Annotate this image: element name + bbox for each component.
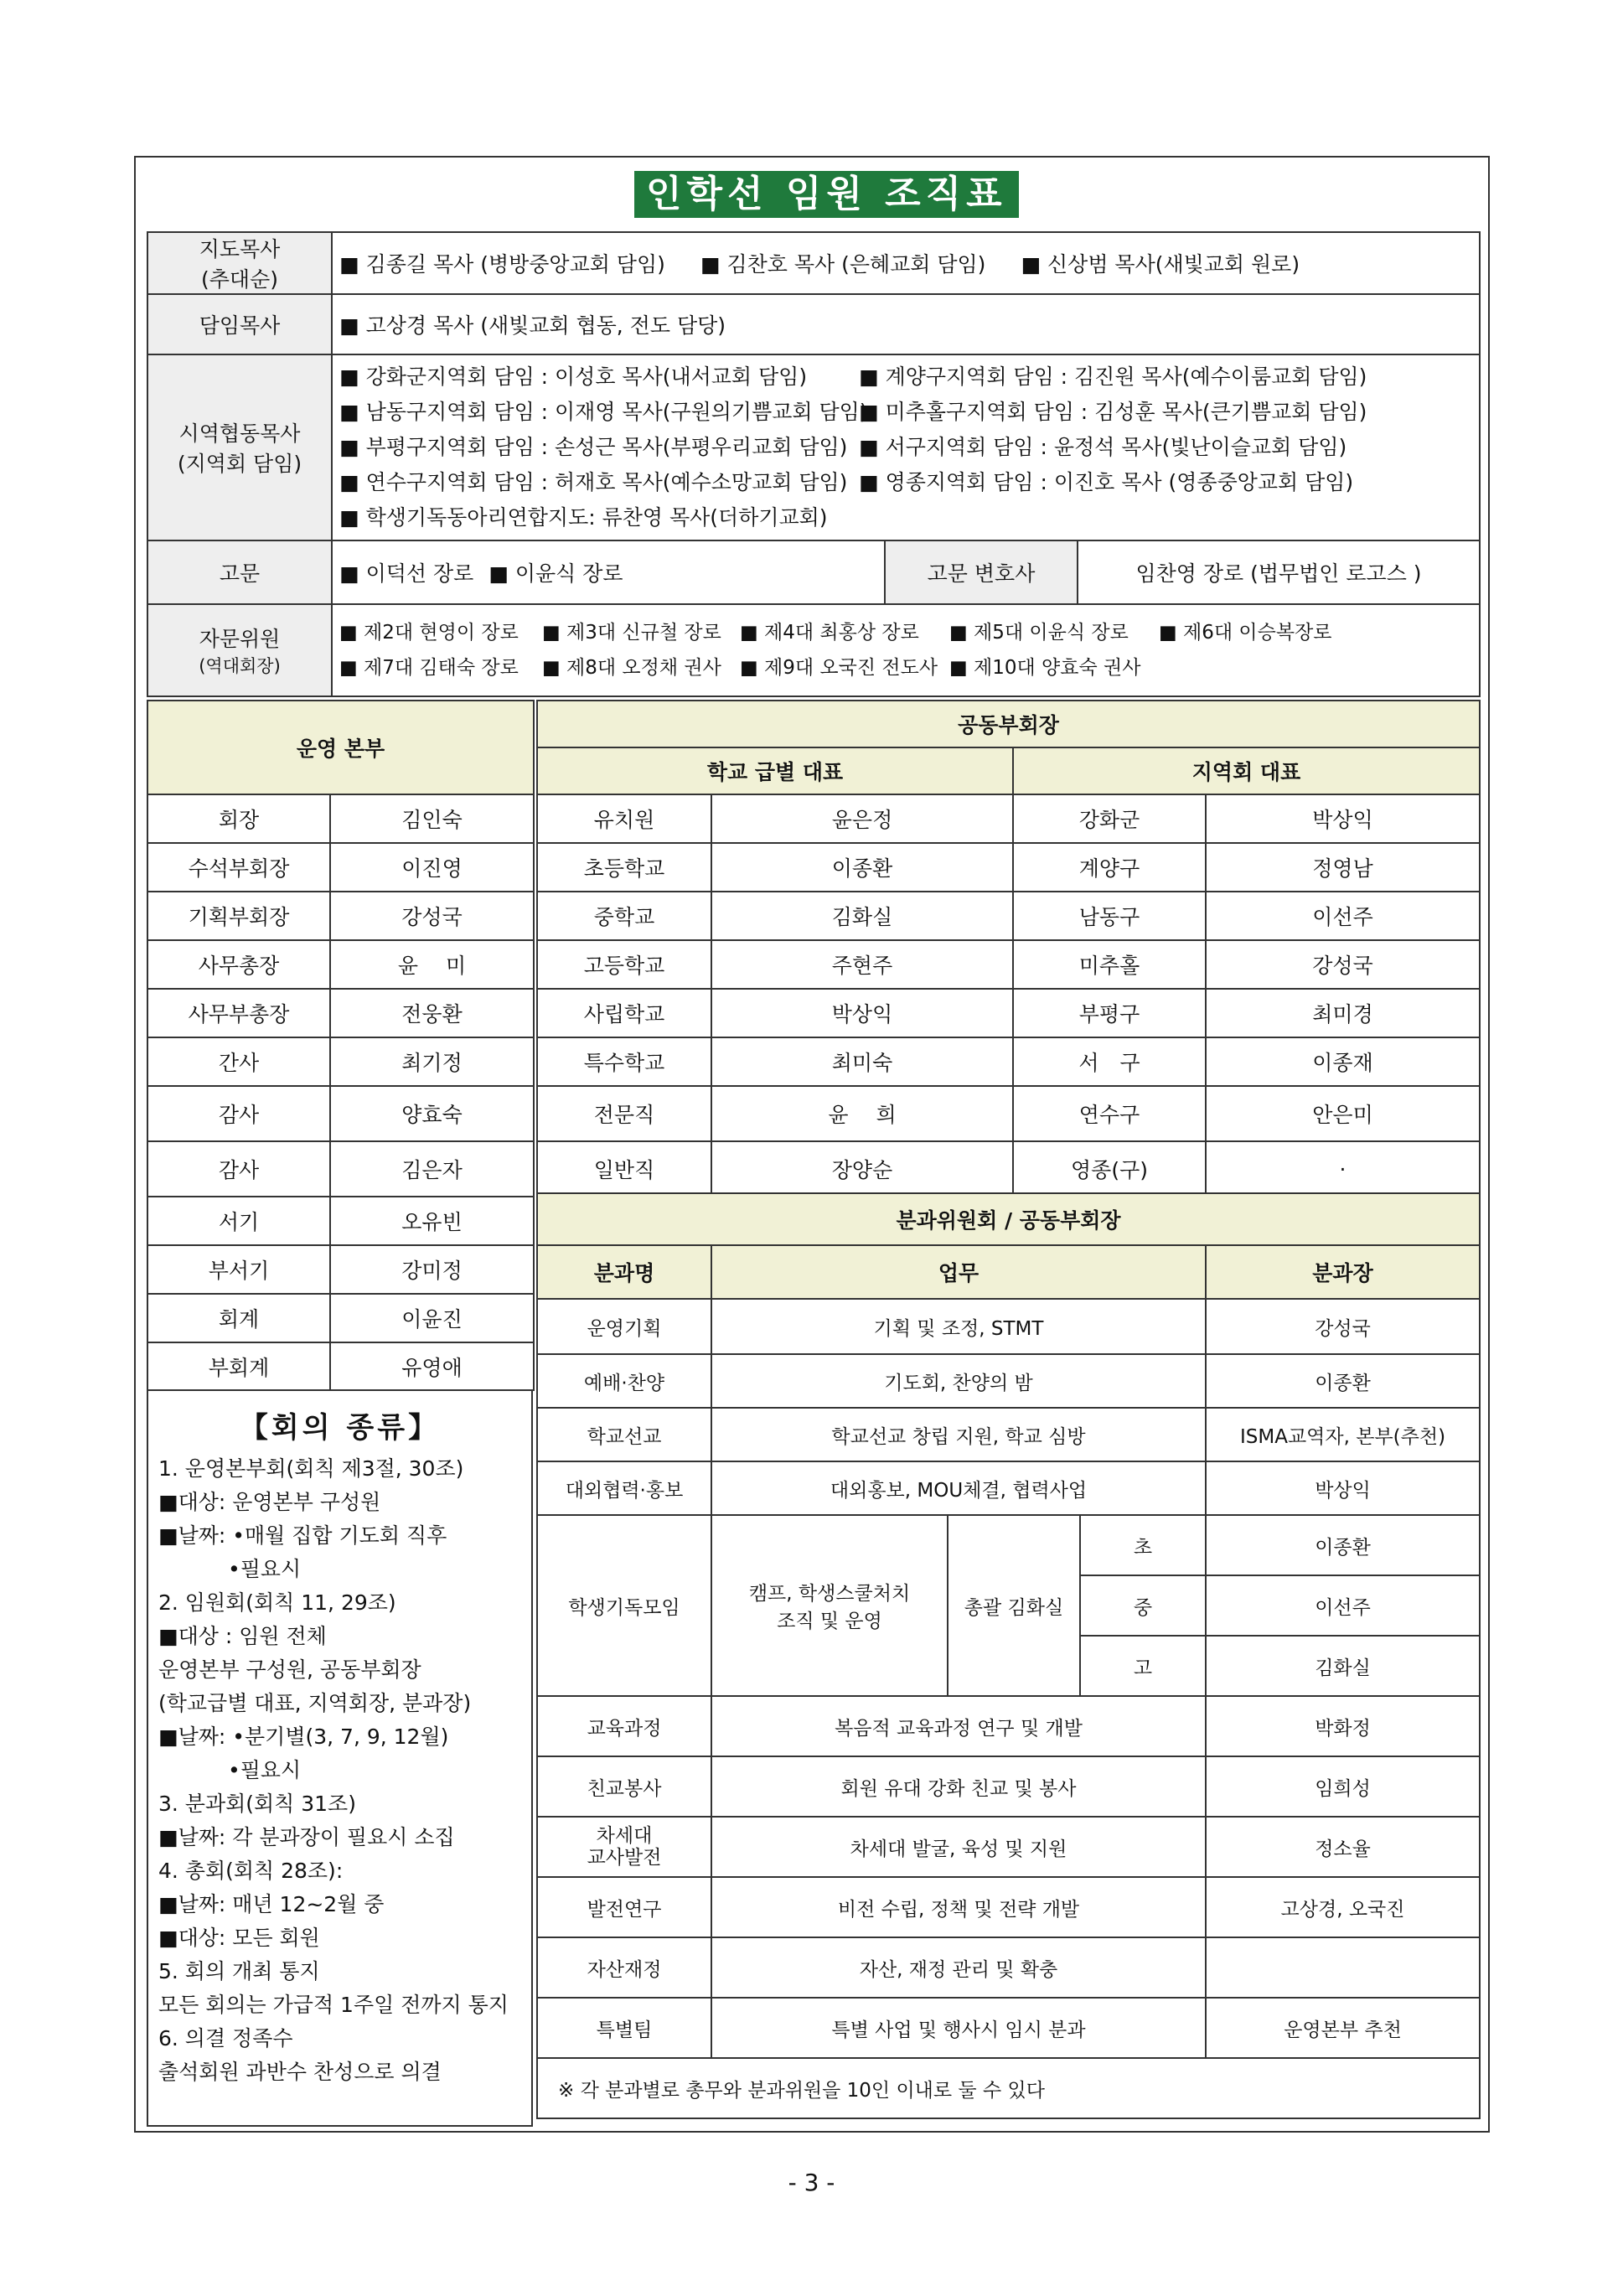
table-row (537, 1696, 1480, 1756)
adviser-label-line2: (추대순) (201, 267, 278, 292)
committee-head: 이선주 (1206, 1575, 1480, 1636)
meeting-line: ■날짜: •분기별(3, 7, 9, 12월) (158, 1725, 449, 1749)
person: 강미정 (330, 1245, 534, 1294)
committee-task: 비전 수립, 정책 및 전략 개발 (711, 1877, 1206, 1937)
adviser-item: ■ 김종길 목사 (병방중앙교회 담임) (339, 252, 665, 277)
meeting-line: ■대상: 운영본부 구성원 (158, 1490, 381, 1514)
lawyer-value: 임찬영 장로 (법무법인 로고스 ) (1078, 540, 1480, 604)
region-name: 영종(구) (1013, 1141, 1206, 1197)
committee-head: 박상익 (1206, 1461, 1480, 1515)
committee-name (537, 1696, 711, 1756)
committee-table (536, 1192, 1481, 2119)
committee-head: 이종환 (1206, 1515, 1480, 1575)
person: 김인숙 (330, 794, 534, 843)
committee-name-line2: 교사발전 (587, 1847, 662, 1869)
region-name: 계양구 (1013, 843, 1206, 892)
meeting-line: 5. 회의 개최 통지 (158, 1959, 320, 1983)
school-level: 전문직 (537, 1086, 711, 1141)
meeting-line: 3. 분과회(회칙 31조) (158, 1792, 356, 1816)
person: 이진영 (330, 843, 534, 892)
meeting-line: 2. 임원회(회칙 11, 29조) (158, 1590, 396, 1615)
person: 최기정 (330, 1037, 534, 1086)
consult-item: ■ 제3대 신규철 장로 (542, 622, 721, 644)
role: 회장 (147, 794, 330, 843)
committee-name (537, 1937, 711, 1998)
school-rep: 이종환 (711, 843, 1013, 892)
consult-items (332, 604, 1480, 696)
regional-item: ■ 영종지역회 담임 : 이진호 목사 (영종중앙교회 담임) (859, 470, 1354, 494)
table-row (147, 940, 534, 989)
school-rep: 김화실 (711, 892, 1013, 940)
col-name-header: 분과명 (537, 1245, 711, 1299)
consult-item: ■ 제7대 김태숙 장로 (339, 657, 519, 679)
committee-name (537, 1817, 711, 1877)
table-row (147, 1086, 534, 1141)
role: 사무총장 (147, 940, 330, 989)
region-rep: 정영남 (1206, 843, 1480, 892)
pastor-item: ■ 고상경 목사 (새빛교회 협동, 전도 담당) (339, 313, 726, 338)
person: 오유빈 (330, 1197, 534, 1245)
region-rep: 강성국 (1206, 940, 1480, 989)
table-row (147, 1294, 534, 1342)
committee-task: 학교선교 창립 지원, 학교 심방 (711, 1408, 1206, 1461)
table-row (537, 1877, 1480, 1937)
committee-task: 자산, 재정 관리 및 확충 (711, 1937, 1206, 1998)
operations-table (147, 700, 535, 1391)
consult-label-line2: (역대회장) (199, 656, 281, 676)
person: 양효숙 (330, 1086, 534, 1141)
regional-item: ■ 계양구지역회 담임 : 김진원 목사(예수이룸교회 담임) (859, 365, 1367, 389)
committee-head: 박화정 (1206, 1696, 1480, 1756)
col-task-header: 업무 (711, 1245, 1206, 1299)
region-rep: · (1206, 1141, 1480, 1197)
person: 유영애 (330, 1342, 534, 1390)
committee-head: 운영본부 추천 (1206, 1998, 1480, 2058)
school-level: 유치원 (537, 794, 711, 843)
table-row (537, 1515, 1480, 1575)
person: 강성국 (330, 892, 534, 940)
table-row (537, 892, 1480, 940)
student-chief: 총괄 김화실 (948, 1515, 1080, 1696)
person: 전웅환 (330, 989, 534, 1037)
region-header: 지역회 대표 (1013, 747, 1480, 794)
consult-label-line1: 자문위원 (199, 627, 281, 651)
school-rep: 최미숙 (711, 1037, 1013, 1086)
school-level: 사립학교 (537, 989, 711, 1037)
meeting-line: ■대상 : 임원 전체 (158, 1624, 327, 1648)
committee-name: 운영기획 (537, 1299, 711, 1354)
region-name: 남동구 (1013, 892, 1206, 940)
meeting-line: ■대상: 모든 회원 (158, 1926, 320, 1950)
student-task-line1: 캠프, 학생스쿨처치 (748, 1583, 911, 1605)
committee-name: 예배·찬양 (537, 1354, 711, 1408)
meeting-line: •필요시 (158, 1557, 302, 1581)
school-level: 초등학교 (537, 843, 711, 892)
table-row (147, 1197, 534, 1245)
committee-name (537, 1998, 711, 2058)
regional-label-line1: 시역협동목사 (178, 421, 301, 446)
committee-head: 임희성 (1206, 1756, 1480, 1817)
regional-label-line2: (지역회 담임) (177, 452, 302, 476)
consult-item: ■ 제4대 최홍상 장로 (740, 622, 919, 644)
person: 이윤진 (330, 1294, 534, 1342)
table-row (537, 1998, 1480, 2058)
committee-head: ISMA교역자, 본부(추천) (1206, 1408, 1480, 1461)
co-vice-table (536, 700, 1481, 1197)
region-rep: 박상익 (1206, 794, 1480, 843)
regional-item: ■ 학생기독동아리연합지도: 류찬영 목사(더하기교회) (339, 505, 828, 530)
table-row (147, 1342, 534, 1390)
meeting-line: ■날짜: 매년 12~2월 중 (158, 1892, 385, 1916)
role: 부서기 (147, 1245, 330, 1294)
regional-item: ■ 연수구지역회 담임 : 허재호 목사(예수소망교회 담임) (339, 470, 848, 494)
meeting-line: 출석회원 과반수 찬성으로 의결 (158, 2060, 442, 2084)
role: 회계 (147, 1294, 330, 1342)
committee-task: 복음적 교육과정 연구 및 개발 (711, 1696, 1206, 1756)
role: 간사 (147, 1037, 330, 1086)
student-level: 중 (1080, 1575, 1206, 1636)
consult-item: ■ 제9대 오국진 전도사 (740, 657, 938, 679)
consult-label (147, 604, 332, 696)
role: 서기 (147, 1197, 330, 1245)
meeting-line: 6. 의결 정족수 (158, 2026, 293, 2050)
adviser-label-line1: 지도목사 (199, 237, 281, 261)
operations-header: 운영 본부 (147, 701, 534, 794)
adviser-items (332, 232, 1480, 294)
student-level: 초 (1080, 1515, 1206, 1575)
committee-name-line1: 특별팀 (596, 2019, 653, 2041)
region-name: 연수구 (1013, 1086, 1206, 1141)
page-number: - 3 - (788, 2169, 835, 2196)
committee-task: 특별 사업 및 행사시 임시 분과 (711, 1998, 1206, 2058)
committee-head: 강성국 (1206, 1299, 1480, 1354)
committee-name: 학교선교 (537, 1408, 711, 1461)
meeting-types-box (147, 1389, 533, 2127)
student-task-line2: 조직 및 운영 (777, 1611, 882, 1632)
leadership-table (147, 231, 1481, 697)
adviser-label (147, 232, 332, 294)
meeting-line: (학교급별 대표, 지역회장, 분과장) (158, 1691, 472, 1715)
meeting-line: 모든 회의는 가급적 1주일 전까지 통지 (158, 1993, 509, 2017)
role: 수석부회장 (147, 843, 330, 892)
committee-name: 대외협력·홍보 (537, 1461, 711, 1515)
regional-item: ■ 남동구지역회 담임 : 이재영 목사(구원의기쁨교회 담임) (339, 400, 868, 424)
committee-task: 기도회, 찬양의 밤 (711, 1354, 1206, 1408)
lawyer-label: 고문 변호사 (885, 540, 1078, 604)
meeting-line: 1. 운영본부회(회칙 제3절, 30조) (158, 1456, 464, 1481)
school-level: 고등학교 (537, 940, 711, 989)
committee-task: 회원 유대 강화 친교 및 봉사 (711, 1756, 1206, 1817)
role: 부회계 (147, 1342, 330, 1390)
table-row (537, 989, 1480, 1037)
table-row (537, 843, 1480, 892)
regional-items (332, 354, 1480, 540)
consult-item: ■ 제6대 이승복장로 (1159, 622, 1332, 644)
table-row (147, 989, 534, 1037)
table-row (537, 1086, 1480, 1141)
committee-task (711, 1515, 948, 1696)
committee-head: 정소율 (1206, 1817, 1480, 1877)
col-head-header: 분과장 (1206, 1245, 1480, 1299)
school-level: 특수학교 (537, 1037, 711, 1086)
committee-name-line1: 발전연구 (587, 1898, 662, 1921)
committee-name: 학생기독모임 (537, 1515, 711, 1696)
region-rep: 이종재 (1206, 1037, 1480, 1086)
table-row (537, 1937, 1480, 1998)
table-row (537, 940, 1480, 989)
consult-item: ■ 제10대 양효숙 권사 (949, 657, 1141, 679)
school-header: 학교 급별 대표 (537, 747, 1013, 794)
regional-item: ■ 강화군지역회 담임 : 이성호 목사(내서교회 담임) (339, 365, 808, 389)
school-rep: 윤은정 (711, 794, 1013, 843)
table-row (537, 1817, 1480, 1877)
adviser-item: ■ 김찬호 목사 (은혜교회 담임) (700, 252, 986, 277)
school-rep: 박상익 (711, 989, 1013, 1037)
table-row (537, 1354, 1480, 1408)
school-rep: 장양순 (711, 1141, 1013, 1197)
region-name: 미추홀 (1013, 940, 1206, 989)
region-name: 서 구 (1013, 1037, 1206, 1086)
table-row (537, 1037, 1480, 1086)
committee-name-line1: 자산재정 (587, 1958, 662, 1981)
meeting-line: ■날짜: 각 분과장이 필요시 소집 (158, 1825, 455, 1849)
table-row (147, 794, 534, 843)
committee-name (537, 1877, 711, 1937)
committee-task: 기획 및 조정, STMT (711, 1299, 1206, 1354)
committee-name (537, 1756, 711, 1817)
meeting-line: ■날짜: •매월 집합 기도회 직후 (158, 1523, 447, 1548)
table-row (537, 1408, 1480, 1461)
school-rep: 주현주 (711, 940, 1013, 989)
meeting-line: •필요시 (158, 1758, 302, 1782)
pastor-label: 담임목사 (147, 294, 332, 354)
table-row (537, 1461, 1480, 1515)
advisor-item: ■ 이덕선 장로 (339, 561, 474, 586)
committee-name-line1: 차세대 (596, 1825, 653, 1847)
advisor-label: 고문 (147, 540, 332, 604)
committee-task: 대외홍보, MOU체결, 협력사업 (711, 1461, 1206, 1515)
person: 윤 미 (330, 940, 534, 989)
school-level: 일반직 (537, 1141, 711, 1197)
committee-task: 차세대 발굴, 육성 및 지원 (711, 1817, 1206, 1877)
table-row (147, 1141, 534, 1197)
table-row (537, 1141, 1480, 1197)
region-rep: 최미경 (1206, 989, 1480, 1037)
advisor-items (332, 540, 885, 604)
region-rep: 안은미 (1206, 1086, 1480, 1141)
table-row (147, 1245, 534, 1294)
committee-head: 이종환 (1206, 1354, 1480, 1408)
advisor-item: ■ 이윤식 장로 (488, 561, 623, 586)
table-row (147, 1037, 534, 1086)
committee-head: 고상경, 오국진 (1206, 1877, 1480, 1937)
table-row (147, 843, 534, 892)
regional-item: ■ 서구지역회 담임 : 윤정석 목사(빛난이슬교회 담임) (859, 435, 1347, 459)
person: 김은자 (330, 1141, 534, 1197)
regional-label (147, 354, 332, 540)
table-row (147, 892, 534, 940)
school-rep: 윤 희 (711, 1086, 1013, 1141)
table-row (537, 1299, 1480, 1354)
meeting-line: 4. 총회(회칙 28조): (158, 1859, 344, 1883)
school-level: 중학교 (537, 892, 711, 940)
pastor-items (332, 294, 1480, 354)
student-level: 고 (1080, 1636, 1206, 1696)
meeting-types-title: 【회의 종류】 (239, 1411, 441, 1445)
committee-head: 김화실 (1206, 1636, 1480, 1696)
regional-item: ■ 부평구지역회 담임 : 손성근 목사(부평우리교회 담임) (339, 435, 848, 459)
role: 기획부회장 (147, 892, 330, 940)
consult-item: ■ 제8대 오정채 권사 (542, 657, 721, 679)
consult-item: ■ 제5대 이윤식 장로 (949, 622, 1129, 644)
meeting-line: 운영본부 구성원, 공동부회장 (158, 1657, 421, 1682)
table-row (537, 794, 1480, 843)
regional-item: ■ 미추홀구지역회 담임 : 김성훈 목사(큰기쁨교회 담임) (859, 400, 1367, 424)
region-name: 부평구 (1013, 989, 1206, 1037)
committee-note: ※ 각 분과별로 총무와 분과위원을 10인 이내로 둘 수 있다 (537, 2058, 1480, 2118)
role: 사무부총장 (147, 989, 330, 1037)
co-vice-header: 공동부회장 (537, 701, 1480, 747)
role: 감사 (147, 1086, 330, 1141)
adviser-item: ■ 신상범 목사(새빛교회 원로) (1021, 252, 1300, 277)
region-rep: 이선주 (1206, 892, 1480, 940)
role: 감사 (147, 1141, 330, 1197)
region-name: 강화군 (1013, 794, 1206, 843)
page-title: 인학선 임원 조직표 (634, 171, 1019, 218)
committee-head (1206, 1937, 1480, 1998)
committee-header: 분과위원회 / 공동부회장 (537, 1193, 1480, 1245)
committee-name-line1: 친교봉사 (587, 1777, 662, 1800)
committee-name-line1: 교육과정 (587, 1717, 662, 1740)
consult-item: ■ 제2대 현영이 장로 (339, 622, 519, 644)
table-row (537, 1756, 1480, 1817)
